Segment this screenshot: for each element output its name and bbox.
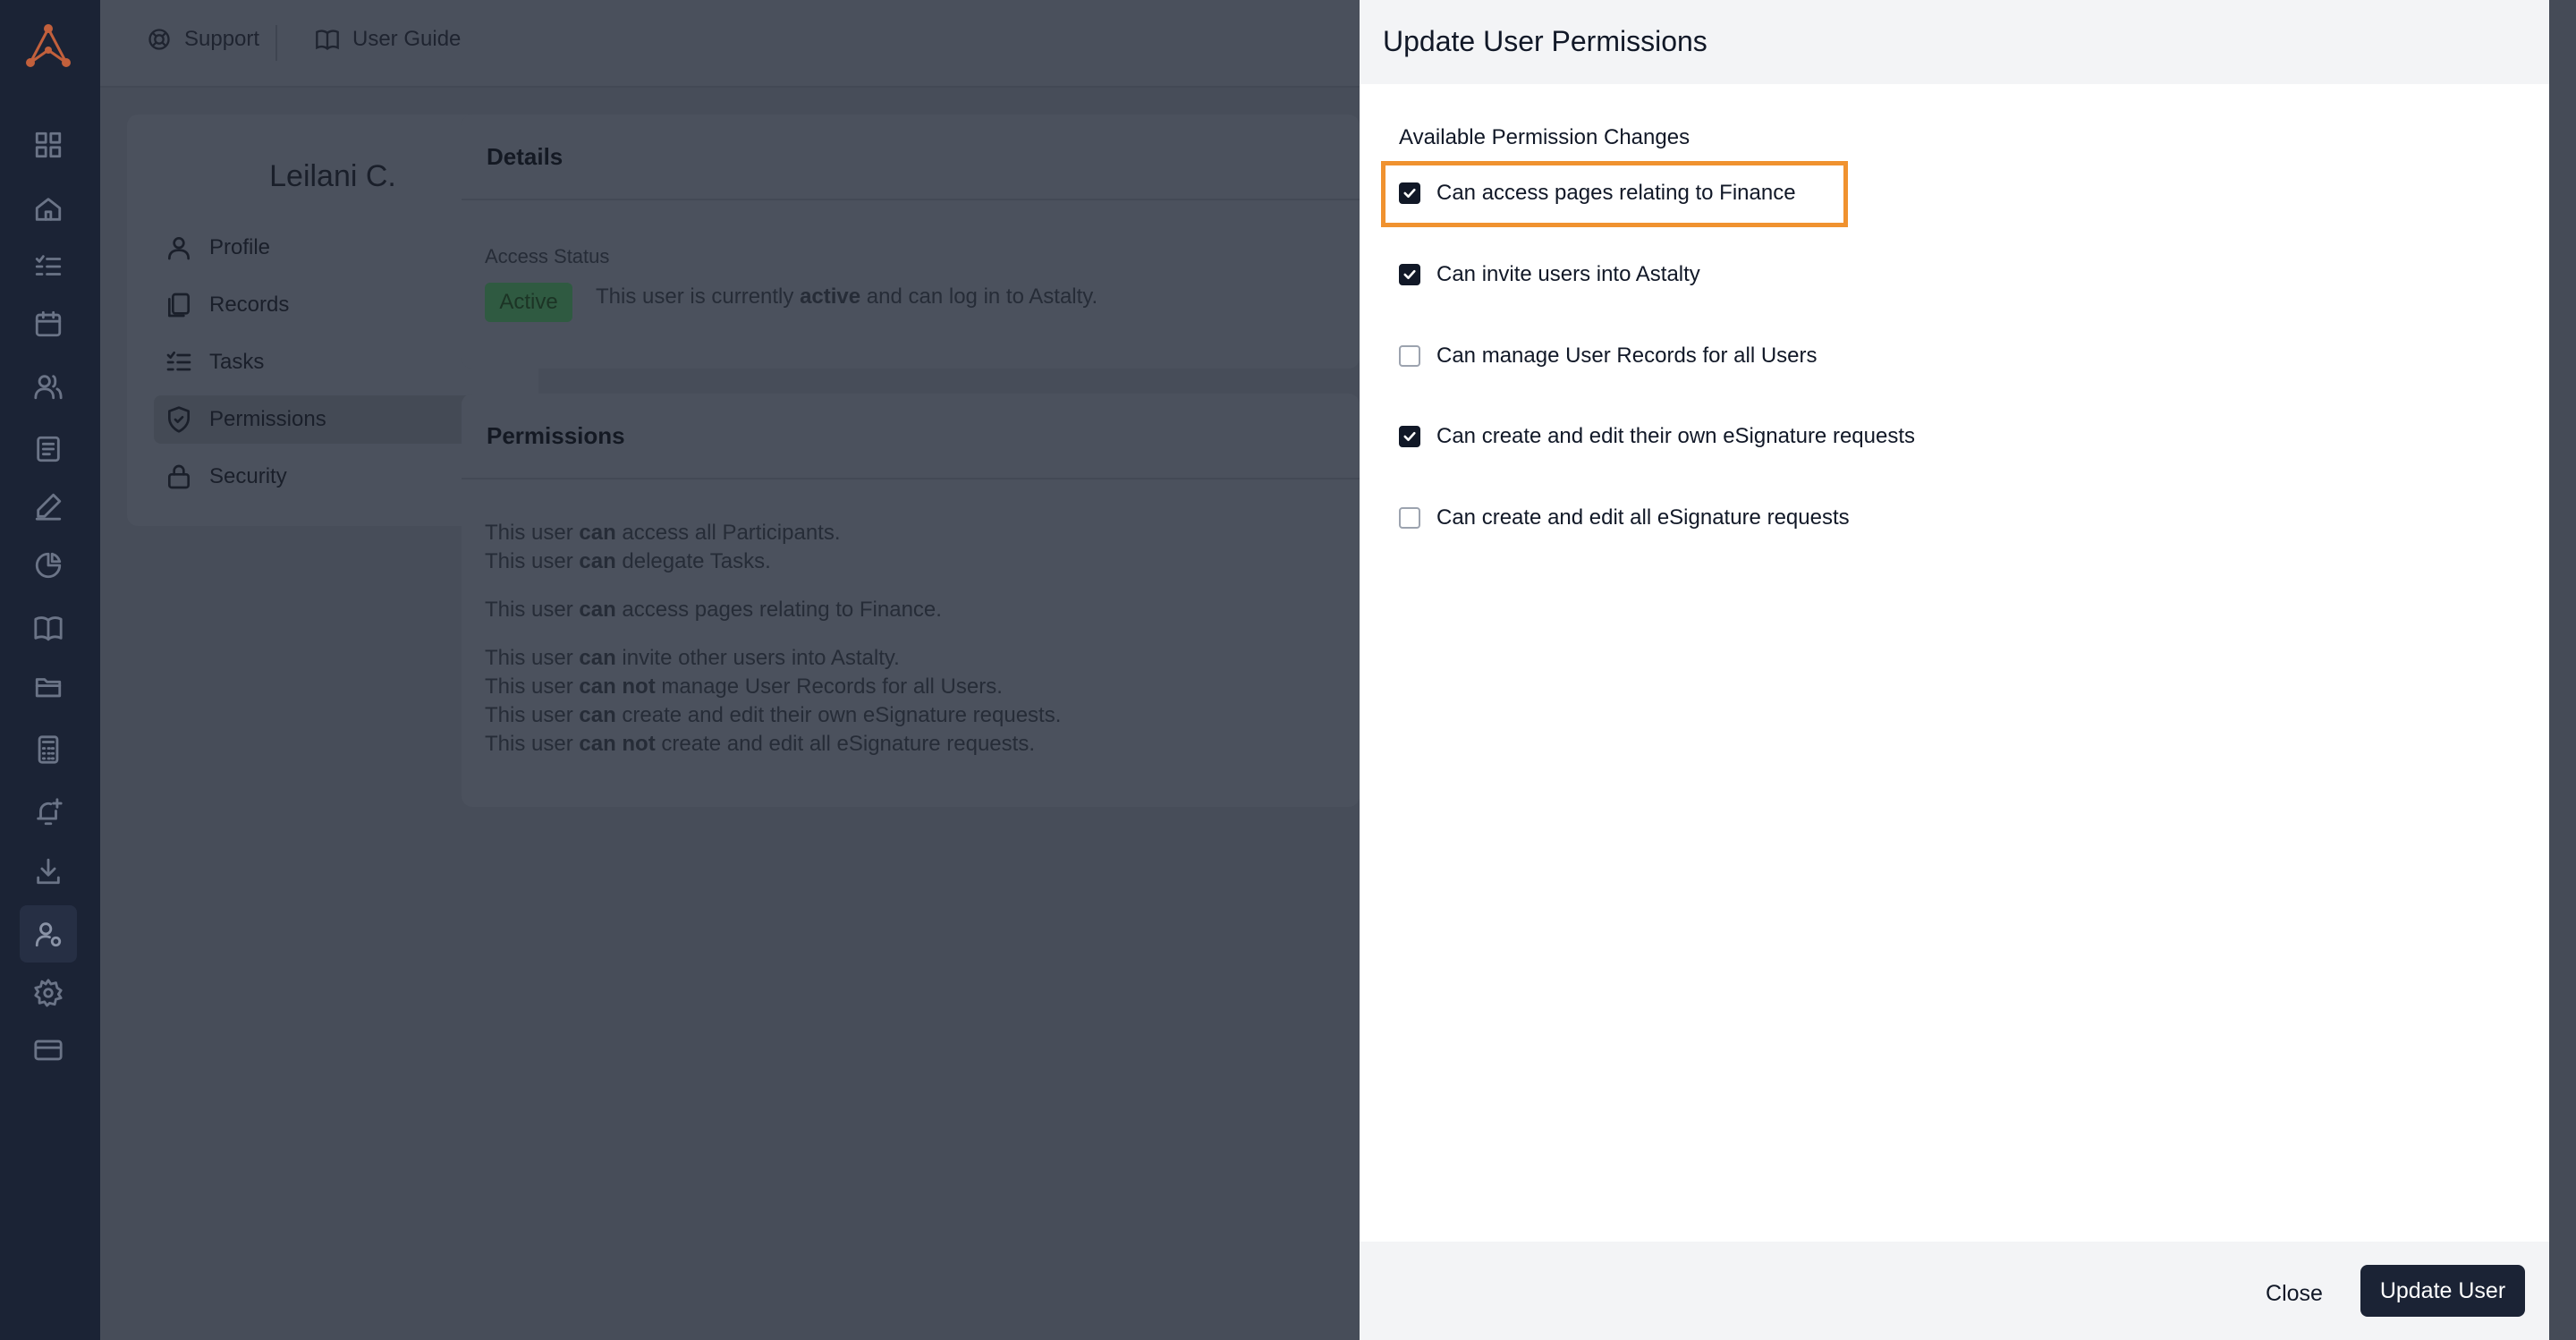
permission-line: This user can access all Participants. xyxy=(485,521,841,545)
profile-menu-label: Security xyxy=(209,464,287,488)
support-label: Support xyxy=(184,27,260,51)
calculator-icon[interactable] xyxy=(30,732,66,768)
status-text-suffix: and can log in to Astalty. xyxy=(860,284,1098,309)
access-status-label: Access Status xyxy=(485,245,610,267)
documents-icon xyxy=(165,291,193,319)
profile-menu-label: Tasks xyxy=(209,350,265,374)
permission-line: This user can delegate Tasks. xyxy=(485,549,771,573)
update-permissions-drawer xyxy=(1360,0,2549,1340)
dashboard-icon[interactable] xyxy=(30,127,66,163)
invite-users-checkbox[interactable] xyxy=(1399,264,1420,285)
lifebuoy-icon xyxy=(147,27,172,52)
access-status-text xyxy=(596,284,1097,310)
permission-summary-list xyxy=(485,519,1061,759)
signature-icon[interactable] xyxy=(30,488,66,524)
calendar-icon[interactable] xyxy=(30,306,66,342)
status-badge: Active xyxy=(485,283,572,322)
own-esignature-checkbox[interactable] xyxy=(1399,426,1420,447)
permissions-title: Permissions xyxy=(487,422,625,449)
window-edge xyxy=(2549,0,2576,1340)
permission-option-invite-users[interactable] xyxy=(1399,257,1700,293)
profile-menu-profile[interactable] xyxy=(154,224,512,272)
user-guide-label: User Guide xyxy=(352,27,462,51)
permission-option-label: Can create and edit their own eSignature requests xyxy=(1436,424,1915,448)
permission-line: This user can invite other users into Astalty. xyxy=(485,646,900,670)
book-open-icon xyxy=(315,27,340,52)
notification-add-icon[interactable] xyxy=(30,794,66,830)
profile-menu-records[interactable] xyxy=(154,281,512,329)
checkmark-icon xyxy=(1402,267,1418,283)
manage-records-checkbox[interactable] xyxy=(1399,345,1420,367)
drawer-title: Update User Permissions xyxy=(1383,25,1707,57)
status-text-prefix: This user is currently xyxy=(596,284,801,309)
divider xyxy=(462,199,1360,200)
checkmark-icon xyxy=(1402,185,1418,201)
permissions-summary-card xyxy=(462,394,1360,807)
permission-option-label: Can manage User Records for all Users xyxy=(1436,343,1818,368)
profile-menu-label: Records xyxy=(209,293,290,317)
all-esignature-checkbox[interactable] xyxy=(1399,507,1420,529)
status-text-bold: active xyxy=(800,284,861,309)
drawer-footer xyxy=(1360,1242,2549,1340)
permission-option-all-esignature[interactable] xyxy=(1399,500,1850,536)
permission-option-label: Can invite users into Astalty xyxy=(1436,262,1700,286)
tasks-list-icon[interactable] xyxy=(30,249,66,284)
finance-checkbox[interactable] xyxy=(1399,182,1420,204)
profile-menu-security[interactable] xyxy=(154,453,512,501)
users-icon[interactable] xyxy=(30,369,66,404)
nav-rail xyxy=(0,0,100,1340)
drawer-header xyxy=(1360,0,2549,84)
profile-menu-label: Permissions xyxy=(209,407,326,431)
main-content xyxy=(100,0,1360,1340)
divider xyxy=(462,478,1360,479)
permission-option-own-esignature[interactable] xyxy=(1399,419,1915,454)
records-icon[interactable] xyxy=(30,431,66,467)
permission-option-label: Can access pages relating to Finance xyxy=(1436,181,1796,205)
astalty-logo-icon[interactable] xyxy=(21,21,75,72)
permission-line: This user can access pages relating to Finance. xyxy=(485,598,942,622)
permission-line: This user can not manage User Records for all Users. xyxy=(485,674,1003,699)
topbar-divider xyxy=(275,25,277,61)
profile-name: Leilani C. xyxy=(269,159,396,193)
details-title: Details xyxy=(487,143,564,170)
tasks-icon xyxy=(165,348,193,377)
available-permissions-label: Available Permission Changes xyxy=(1399,125,1690,149)
checkmark-icon xyxy=(1402,428,1418,445)
home-icon[interactable] xyxy=(30,191,66,227)
permission-line: This user can create and edit their own eSignature requests. xyxy=(485,703,1062,727)
permission-line: This user can not create and edit all eSignature requests. xyxy=(485,732,1035,756)
profile-menu-label: Profile xyxy=(209,235,271,259)
update-user-button[interactable]: Update User xyxy=(2360,1265,2525,1317)
permission-option-finance[interactable] xyxy=(1399,175,1796,211)
details-card xyxy=(462,114,1360,369)
folder-icon[interactable] xyxy=(30,669,66,705)
user-settings-icon[interactable] xyxy=(20,905,77,963)
book-icon[interactable] xyxy=(30,610,66,646)
settings-gear-icon[interactable] xyxy=(30,975,66,1011)
profile-menu-tasks[interactable] xyxy=(154,338,512,386)
shield-icon xyxy=(165,405,193,434)
lock-icon xyxy=(165,462,193,491)
permission-option-manage-records[interactable] xyxy=(1399,338,1818,374)
drawer-body xyxy=(1360,84,2549,1242)
support-link[interactable] xyxy=(147,27,259,52)
reports-pie-icon[interactable] xyxy=(30,547,66,583)
permission-option-label: Can create and edit all eSignature requests xyxy=(1436,505,1850,530)
user-icon xyxy=(165,233,193,262)
profile-menu-permissions[interactable] xyxy=(154,395,512,444)
user-guide-link[interactable] xyxy=(315,27,461,52)
billing-card-icon[interactable] xyxy=(30,1032,66,1068)
close-button[interactable]: Close xyxy=(2254,1268,2334,1319)
top-bar xyxy=(100,0,1360,88)
download-icon[interactable] xyxy=(30,853,66,889)
